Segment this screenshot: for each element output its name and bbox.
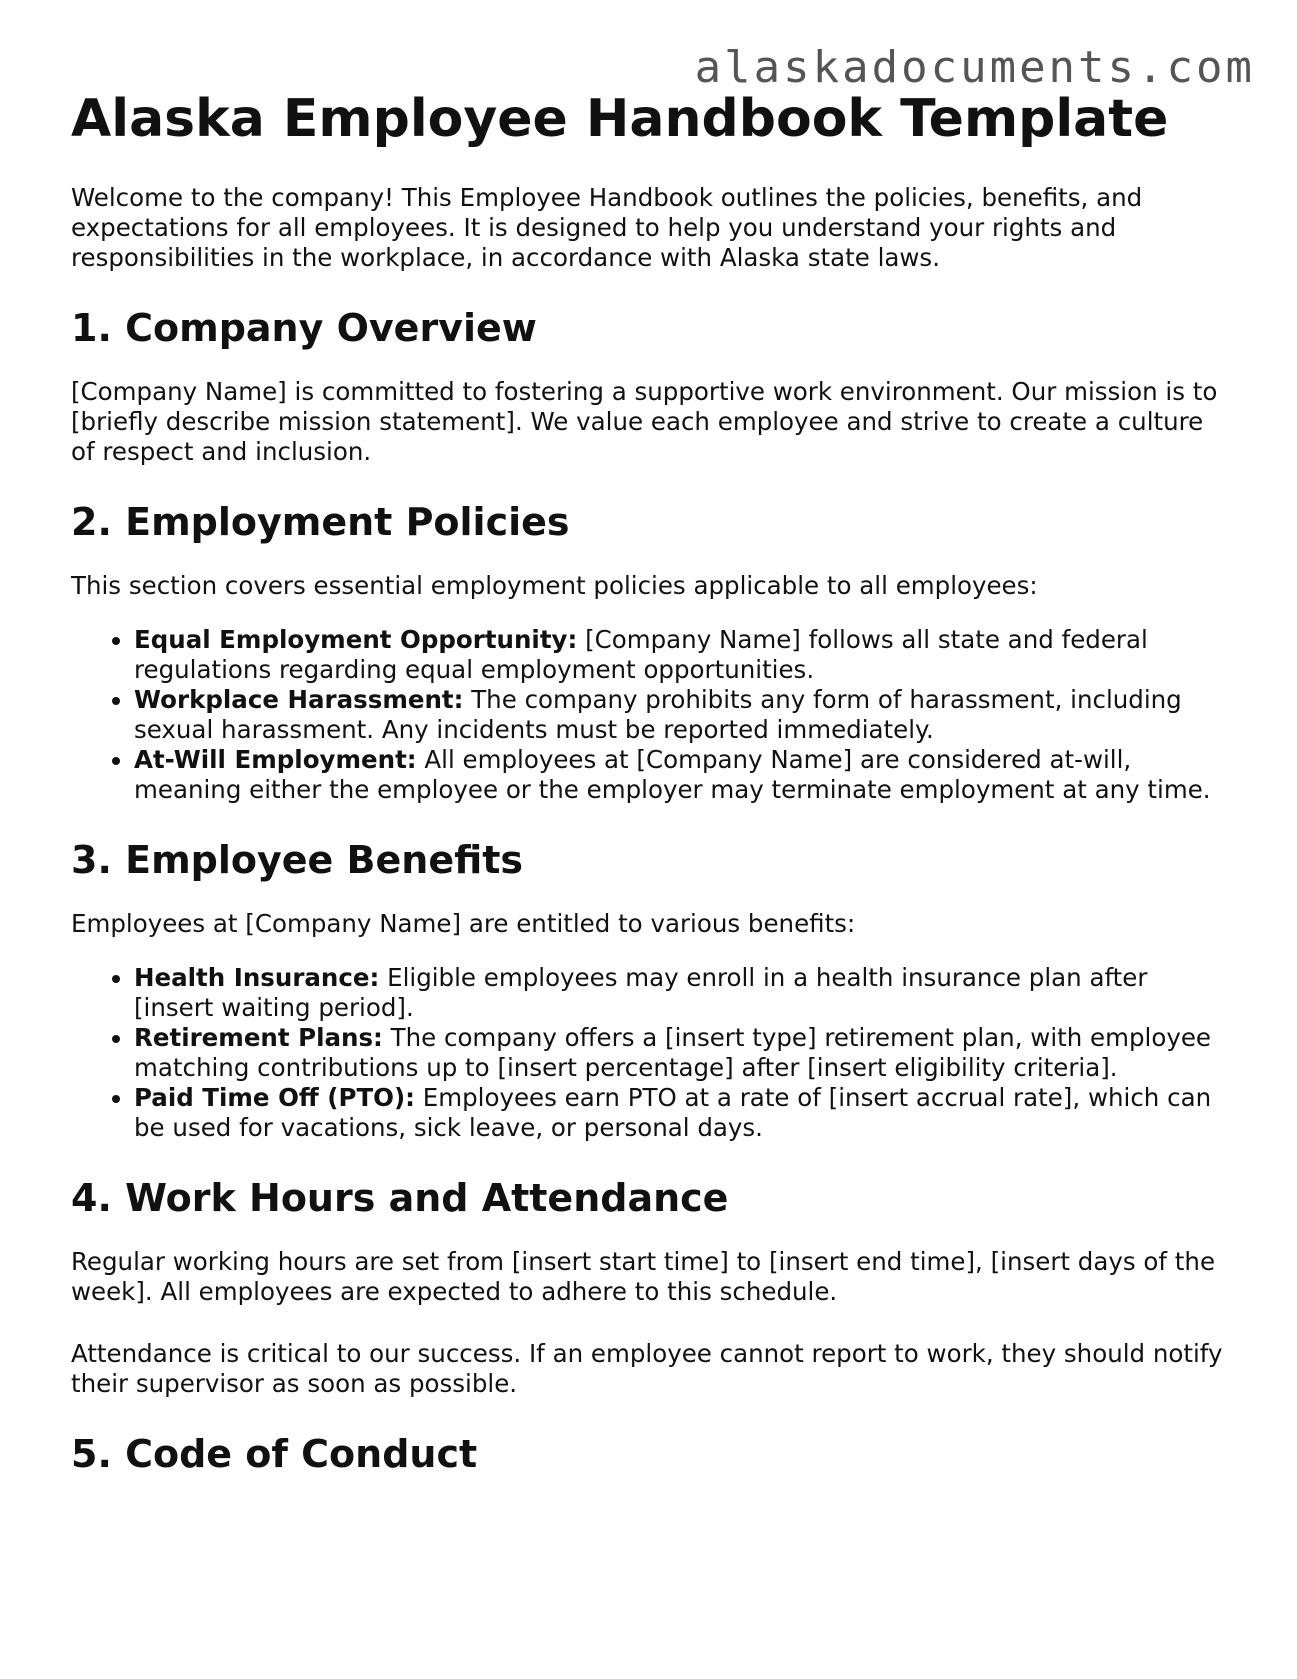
list-item [134,1083,1231,1143]
list-item-text: [Company Name] follows all state and federal regulations regarding equal employment opportunities. [134,625,1148,684]
section-heading: 4. Work Hours and Attendance [71,1176,729,1220]
intro-paragraph: Welcome to the company! This Employee Handbook outlines the policies, benefits, and expectations for all employees. It is designed to help you understand your rights and responsibilities in the workplace, in accordance with Alaska state laws. [71,183,1143,272]
list-item [134,1023,1231,1083]
section-paragraph: Regular working hours are set from [insert start time] to [insert end time], [insert days of the week]. All employees are expected to adhere to this schedule. [71,1247,1216,1306]
section-heading: 1. Company Overview [71,306,537,350]
list-item [134,625,1231,685]
section-paragraph: [Company Name] is committed to fostering a supportive work environment. Our mission is to [briefly describe mission statement]. We value each employee and strive to create a culture of respect and inclusion. [71,377,1218,466]
list-item-text: Eligible employees may enroll in a health insurance plan after [insert waiting period]. [134,963,1148,1022]
list-item-term: Workplace Harassment: [134,685,464,714]
list-item [134,685,1231,745]
document-title: Alaska Employee Handbook Template [71,89,1169,149]
list-item-term: Equal Employment Opportunity: [134,625,578,654]
section-paragraph: Employees at [Company Name] are entitled to various benefits: [71,909,856,938]
benefits-list [71,963,1231,1143]
document-page [71,88,1231,1503]
section-code-of-conduct [71,1431,1231,1477]
policy-list [71,625,1231,805]
section-paragraph: Attendance is critical to our success. If an employee cannot report to work, they should notify their supervisor as soon as possible. [71,1339,1223,1398]
list-item-text: All employees at [Company Name] are considered at-will, meaning either the employee or the employer may terminate employment at any time. [134,745,1211,804]
section-paragraph: This section covers essential employment policies applicable to all employees: [71,571,1038,600]
section-heading: 3. Employee Benefits [71,838,524,882]
list-item-text: The company offers a [insert type] retirement plan, with employee matching contributions up to [insert percentage] after [insert eligibility criteria]. [134,1023,1211,1082]
section-heading: 5. Code of Conduct [71,1432,478,1476]
list-item-text: Employees earn PTO at a rate of [insert accrual rate], which can be used for vacations, sick leave, or personal days. [134,1083,1212,1142]
watermark: alaskadocuments.com [694,42,1255,93]
list-item [134,963,1231,1023]
list-item-term: Retirement Plans: [134,1023,383,1052]
section-heading: 2. Employment Policies [71,500,570,544]
section-employee-benefits [71,837,1231,1143]
section-employment-policies [71,499,1231,805]
list-item [134,745,1231,805]
section-company-overview [71,305,1231,467]
list-item-term: Paid Time Off (PTO): [134,1083,415,1112]
list-item-term: Health Insurance: [134,963,380,992]
list-item-text: The company prohibits any form of harassment, including sexual harassment. Any incidents must be reported immediately. [134,685,1182,744]
section-work-hours [71,1175,1231,1399]
list-item-term: At-Will Employment: [134,745,417,774]
